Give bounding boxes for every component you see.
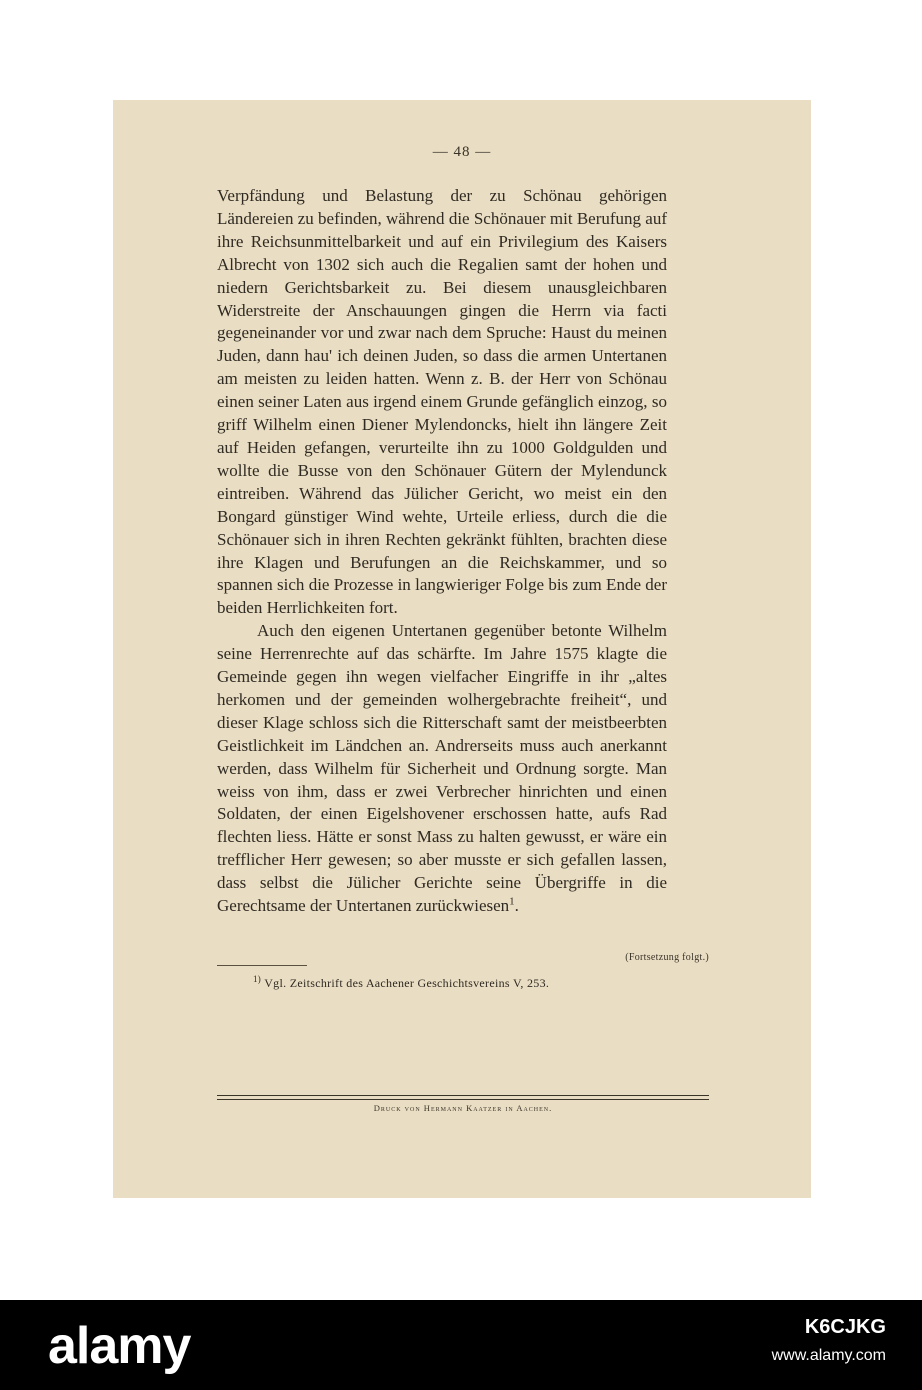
footnote-divider [217,965,307,966]
continuation-note: (Fortsetzung folgt.) [625,952,709,963]
footnote [253,974,703,991]
printer-rule-top [217,1095,709,1096]
paragraph-2-text: Auch den eigenen Untertanen gegenüber betonte Wilhelm seine Herrenrechte auf das schärfte. Im Jahre 1575 klagte die Gemeinde gegen ihn wegen vielfacher Eingriffe in ihr „altes herkomen und der gemeinden wolhergebrachte freiheit“, und dieser Klage schloss sich die Ritterschaft samt der meistbeerbten Geistlichkeit im Ländchen an. Andrerseits muss auch anerkannt werden, dass Wilhelm für Sicherheit und Ordnung sorgte. Man weiss von ihm, dass er zwei Verbrecher hinrichten und einen Soldaten, der einen Eigelshovener erschossen hatte, aufs Rad flechten liess. Hätte er sonst Mass zu halten gewusst, er wäre ein trefflicher Herr gewesen; so aber musste er sich gefallen lassen, dass selbst die Jülicher Gerichte seine Übergriffe in die Gerechtsame der Untertanen zurückwiesen [217,621,667,916]
paragraph-2: Auch den eigenen Untertanen gegenüber betonte Wilhelm seine Herrenrechte auf das schärfte. Im Jahre 1575 klagte die Gemeinde gegen ihn wegen vielfacher Eingriffe in ihr „altes herkomen und der gemeinden wolhergebrachte freiheit“, und dieser Klage schloss sich die Ritterschaft samt der meistbeerbten Geistlichkeit im Ländchen an. Andrerseits muss auch anerkannt werden, dass Wilhelm für Sicherheit und Ordnung sorgte. Man weiss von ihm, dass er zwei Verbrecher hinrichten und einen Soldaten, der einen Eigelshovener erschossen hatte, aufs Rad flechten liess. Hätte er sonst Mass zu halten gewusst, er wäre ein trefflicher Herr gewesen; so aber musste er sich gefallen lassen, dass selbst die Jülicher Gerichte seine Übergriffe in die Gerechtsame der Untertanen zurückwiesen$^1$. [217,621,667,916]
paragraph-1: Verpfändung und Belastung der zu Schönau gehörigen Ländereien zu befinden, während die Schönauer mit Berufung auf ihre Reichsunmittelbarkeit und auf ein Privilegium des Kaisers Albrecht von 1302 sich auch die Regalien samt der hohen und niedern Gerichtsbarkeit zu. Bei diesem unausgleichbaren Widerstreite der Anschauungen gingen die Herrn via facti gegeneinander vor und zwar nach dem Spruche: Haust du meinen Juden, dann hau' ich deinen Juden, so dass die armen Untertanen am meisten zu leiden hatten. Wenn z. B. der Herr von Schönau einen seiner Laten aus irgend einem Grunde gefänglich einzog, so griff Wilhelm einen Diener Mylendoncks, hielt ihn längere Zeit auf Heiden gefangen, verurteilte ihn zu 1000 Goldgulden und wollte die Busse von den Schönauer Gütern der Mylendunck eintreiben. Während das Jülicher Gericht, wo meist ein den Bongard günstiger Wind wehte, Urteile erliess, durch die die Schönauer sich in ihren Rechten gekränkt fühlten, brachten diese ihre Klagen und Berufungen an die Reichskammer, und so spannen sich die Prozesse in langwieriger Folge bis zum Ende der beiden Herrlichkeiten fort. [217,186,667,618]
document-page [113,100,811,1198]
footnote-mark: 1) [253,974,262,984]
stock-image-id: K6CJKG [804,1316,886,1338]
printer-imprint: Druck von Hermann Kaatzer in Aachen. [373,1103,553,1113]
footnote-text: Vgl. Zeitschrift des Aachener Geschichtsvereins V, 253. [264,976,550,990]
footnote-reference: 1 [509,895,515,908]
page-number: — 48 — [432,144,492,160]
alamy-logo: alamy [48,1317,191,1375]
body-text [217,185,667,918]
printer-rule-bottom [217,1099,709,1100]
stock-url: www.alamy.com [771,1347,886,1364]
